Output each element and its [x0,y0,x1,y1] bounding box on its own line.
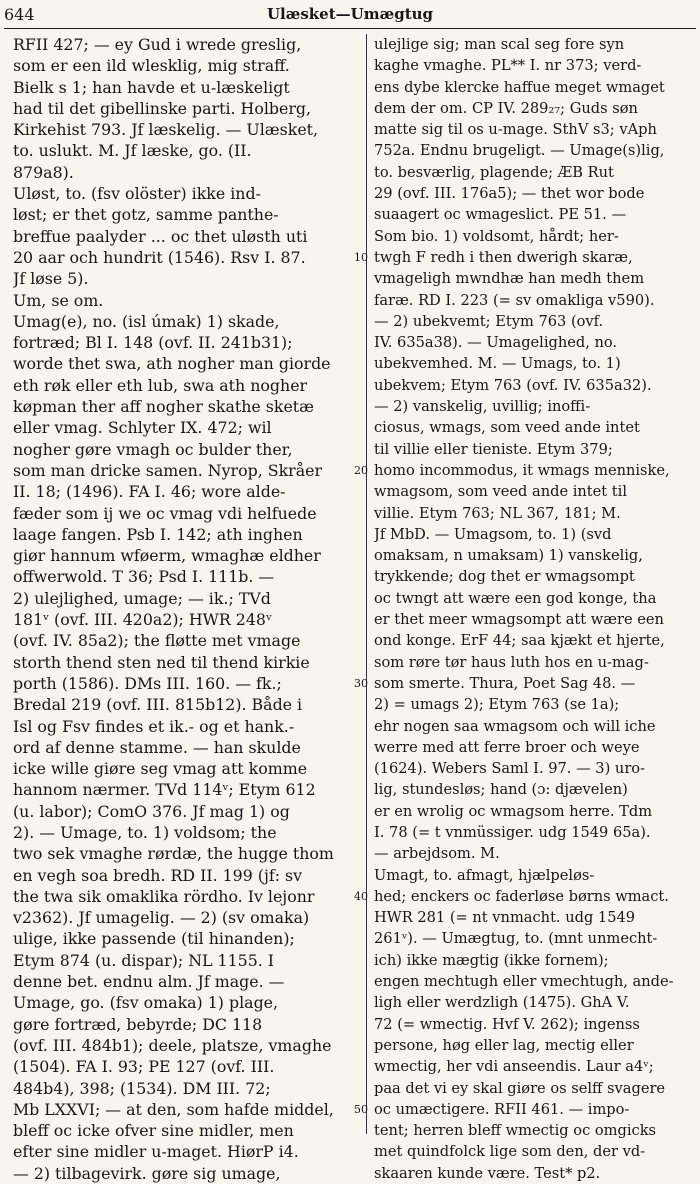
text-line: ord af denne stamme. — han skulde [13,737,301,757]
text-line: Isl og Fsv findes et ik.- og et hank.- [13,716,295,736]
text-line: lig, stundesløs; hand (ɔ: djævelen) [374,781,628,799]
text-line: denne bet. endnu alm. Jf mage. — [13,972,285,992]
text-line: Bredal 219 (ovf. III. 815b12). Både i [13,695,303,715]
text-line: ulige, ikke passende (til hinanden); [13,929,295,949]
text-line: fortræd; Bl I. 148 (ovf. II. 241b31); [13,333,293,353]
text-line: dem der om. CP IV. 289₂₇; Guds søn [374,99,638,117]
text-line: homo incommodus, it wmags menniske, [374,461,670,479]
text-line: trykkende; dog thet er wmagsompt [374,568,635,586]
text-line: laage fangen. Psb I. 142; ath inghen [13,524,303,544]
text-line: 2). — Umage, to. 1) voldsom; the [13,822,277,842]
text-line: ubekvem; Etym 763 (ovf. IV. 635a32). [374,376,652,394]
text-line: køpman ther aff nogher skathe sketæ [13,397,314,417]
text-line: engen mechtugh eller vmechtugh, ande- [374,973,674,991]
page-header [0,2,700,28]
text-line: Bielk s 1; han havde et u-læskeligt [13,77,290,97]
text-line: skaaren kunde være. Test* p2. [374,1164,601,1182]
text-line: oc umæctigere. RFII 461. — impo- [374,1100,630,1118]
line-number: 50 [354,1103,368,1116]
text-line: (1504). FA I. 93; PE 127 (ovf. III. [13,1057,275,1077]
text-line: som smerte. Thura, Poet Sag 48. — [374,674,636,692]
text-line: — 2) ubekvemt; Etym 763 (ovf. [374,312,604,330]
text-line: (ovf. III. 484b1); deele, platsze, vmaghe [13,1035,332,1055]
text-line: hannom nærmer. TVd 114ᵛ; Etym 612 [13,780,316,800]
text-line: breffue paalyder ... oc thet uløsth uti [13,226,308,246]
text-line: 2) = umags 2); Etym 763 (se 1a); [374,696,620,714]
text-line: 29 (ovf. III. 176a5); — thet wor bode [374,185,645,203]
line-number: 40 [354,890,368,903]
text-line: II. 18; (1496). FA I. 46; wore alde- [13,482,286,502]
text-line: — 2) vanskelig, uvillig; inoffi- [374,398,591,416]
text-line: tent; herren bleff wmectig oc omgicks [374,1122,657,1140]
text-line: v2362). Jf umagelig. — 2) (sv omaka) [13,908,310,928]
text-line: ehr nogen saa wmagsom och will iche [374,717,656,735]
text-line: Umag(e), no. (isl úmak) 1) skade, [13,311,280,331]
text-line: HWR 281 (= nt vnmacht. udg 1549 [374,909,636,927]
column-divider [366,34,367,1134]
text-line: suaagert oc wmageslict. PE 51. — [374,206,627,224]
text-line: til villie eller tieniste. Etym 379; [374,440,613,458]
text-line: Umagt, to. afmagt, hjælpeløs- [374,866,595,884]
text-line: eller vmag. Schlyter IX. 472; wil [13,418,272,438]
text-line: villie. Etym 763; NL 367, 181; M. [374,504,621,522]
text-line: som er een ild wlesklig, mig straff. [13,56,290,76]
text-line: Jf løse 5). [13,269,89,289]
text-line: 20 aar och hundrit (1546). Rsv I. 87. [13,247,306,267]
text-line: som røre tør haus luth hos en u-mag- [374,653,649,671]
text-line: 752a. Endnu brugeligt. — Umage(s)lig, [374,142,665,160]
left-column [13,34,359,1184]
text-line: ich) ikke mægtig (ikke fornem); [374,951,609,969]
text-line: ciosus, wmags, som veed ande intet [374,419,640,437]
text-line: Um, se om. [13,290,104,310]
text-line: matte sig til os u-mage. SthV s3; vAph [374,121,657,139]
text-line: the twa sik omaklika rördho. Iv lejonr [13,886,315,906]
line-number: 20 [354,464,368,477]
text-line: — 2) tilbagevirk. gøre sig umage, [13,1163,281,1183]
text-line: wmagsom, som veed ande intet til [374,483,628,501]
page-number: 644 [4,5,35,24]
right-column [374,34,696,1184]
text-line: vmageligh mwndhæ han medh them [374,270,645,288]
text-line: 72 (= wmectig. Hvf V. 262); ingenss [374,1015,640,1033]
header-rule [4,28,696,29]
text-line: 181ᵛ (ovf. III. 420a2); HWR 248ᵛ [13,610,272,630]
text-line: ens dybe klercke haffue meget wmaget [374,78,665,96]
text-line: ulejlige sig; man scal seg fore syn [374,36,625,53]
text-line: 484b4), 398; (1534). DM III. 72; [13,1078,271,1098]
text-line: offwerwold. T 36; Psd I. 111b. — [13,567,275,587]
text-line: nogher gøre vmagh oc bulder ther, [13,439,293,459]
text-line: icke wille giøre seg vmag att komme [13,759,308,779]
text-line: Som bio. 1) voldsomt, hårdt; her- [374,227,619,245]
text-line: som man dricke samen. Nyrop, Skråer [13,460,323,480]
text-line: (1624). Webers Saml I. 97. — 3) uro- [374,760,646,778]
text-line: I. 78 (= t vnmüssiger. udg 1549 65a). [374,823,651,841]
text-line: gøre fortræd, bebyrde; DC 118 [13,1014,263,1034]
running-head: Ulæsket—Umægtug [266,5,434,23]
text-line: twgh F redh i then dwerigh skaræ, [374,248,633,266]
text-line: løst; er thet gotz, samme panthe- [13,205,279,225]
text-line: faræ. RD I. 223 (= sv omakliga v590). [374,291,655,309]
text-line: Etym 874 (u. dispar); NL 1155. I [13,950,275,970]
text-line: to. uslukt. M. Jf læske, go. (II. [13,141,252,161]
text-line: oc twngt att wære een god konge, tha [374,589,657,607]
text-line: kaghe vmaghe. PL** I. nr 373; verd- [374,57,642,75]
text-line: storth thend sten ned til thend kirkie [13,652,310,672]
text-line: giør hannum wføerm, wmaghæ eldher [13,546,321,566]
text-line: porth (1586). DMs III. 160. — fk.; [13,673,282,693]
text-line: to. besværlig, plagende; ÆB Rut [374,163,614,181]
text-line: worde thet swa, ath nogher man giorde [13,354,331,374]
text-line: RFII 427; — ey Gud i wrede greslig, [13,35,302,54]
text-line: wmectig, her vdi anseendis. Laur a4ᵛ; [374,1058,654,1076]
text-line: (ovf. IV. 85a2); the fløtte met vmage [13,631,301,651]
text-line: Uløst, to. (fsv olöster) ikke ind- [13,184,261,204]
text-line: (u. labor); ComO 376. Jf mag 1) og [13,801,290,821]
text-line: en vegh soa bredh. RD II. 199 (jf: sv [13,865,303,885]
text-line: fæder som ij we oc vmag vdi helfuede [13,503,317,523]
text-line: werre med att ferre broer och weye [374,738,640,756]
text-line: — arbejdsom. M. [374,845,500,863]
line-number: 30 [354,677,368,690]
text-line: two sek vmaghe rørdæ, the hugge thom [13,844,334,864]
text-line: hed; enckers oc faderløse børns wmact. [374,887,669,905]
text-line: ond konge. ErF 44; saa kjækt et hjerte, [374,632,665,650]
text-line: paa det vi ey skal giøre os selff svagere [374,1079,666,1097]
text-line: efter sine midler u-maget. HiørP i4. [13,1142,299,1162]
text-line: Jf MbD. — Umagsom, to. 1) (svd [374,525,612,543]
text-line: er en wrolig oc wmagsom herre. Tdm [374,802,653,820]
text-line: er thet meer wmagsompt att wære een [374,611,664,629]
text-line: Mb LXXVI; — at den, som hafde middel, [13,1099,334,1119]
text-line: Kirkehist 793. Jf læskelig. — Ulæsket, [13,120,319,140]
text-line: eth røk eller eth lub, swa ath nogher [13,375,308,395]
text-line: omaksam, n umaksam) 1) vanskelig, [374,547,643,565]
text-line: IV. 635a38). — Umagelighed, no. [374,334,618,352]
text-line: persone, høg eller lag, mectig eller [374,1036,634,1054]
text-line: met quindfolck lige som den, der vd- [374,1143,646,1161]
text-line: bleff oc icke ofver sine midler, men [13,1121,294,1141]
text-line: ubekvemhed. M. — Umags, to. 1) [374,355,621,373]
text-line: Umage, go. (fsv omaka) 1) plage, [13,993,279,1013]
text-line: ligh eller werdzligh (1475). GhA V. [374,994,630,1012]
line-number: 10 [354,251,368,264]
text-line: 261ᵛ). — Umægtug, to. (mnt unmecht- [374,930,658,948]
text-line: 879a8). [13,162,74,182]
text-line: had til det gibellinske parti. Holberg, [13,98,312,118]
text-line: 2) ulejlighed, umage; — ik.; TVd [13,588,271,608]
